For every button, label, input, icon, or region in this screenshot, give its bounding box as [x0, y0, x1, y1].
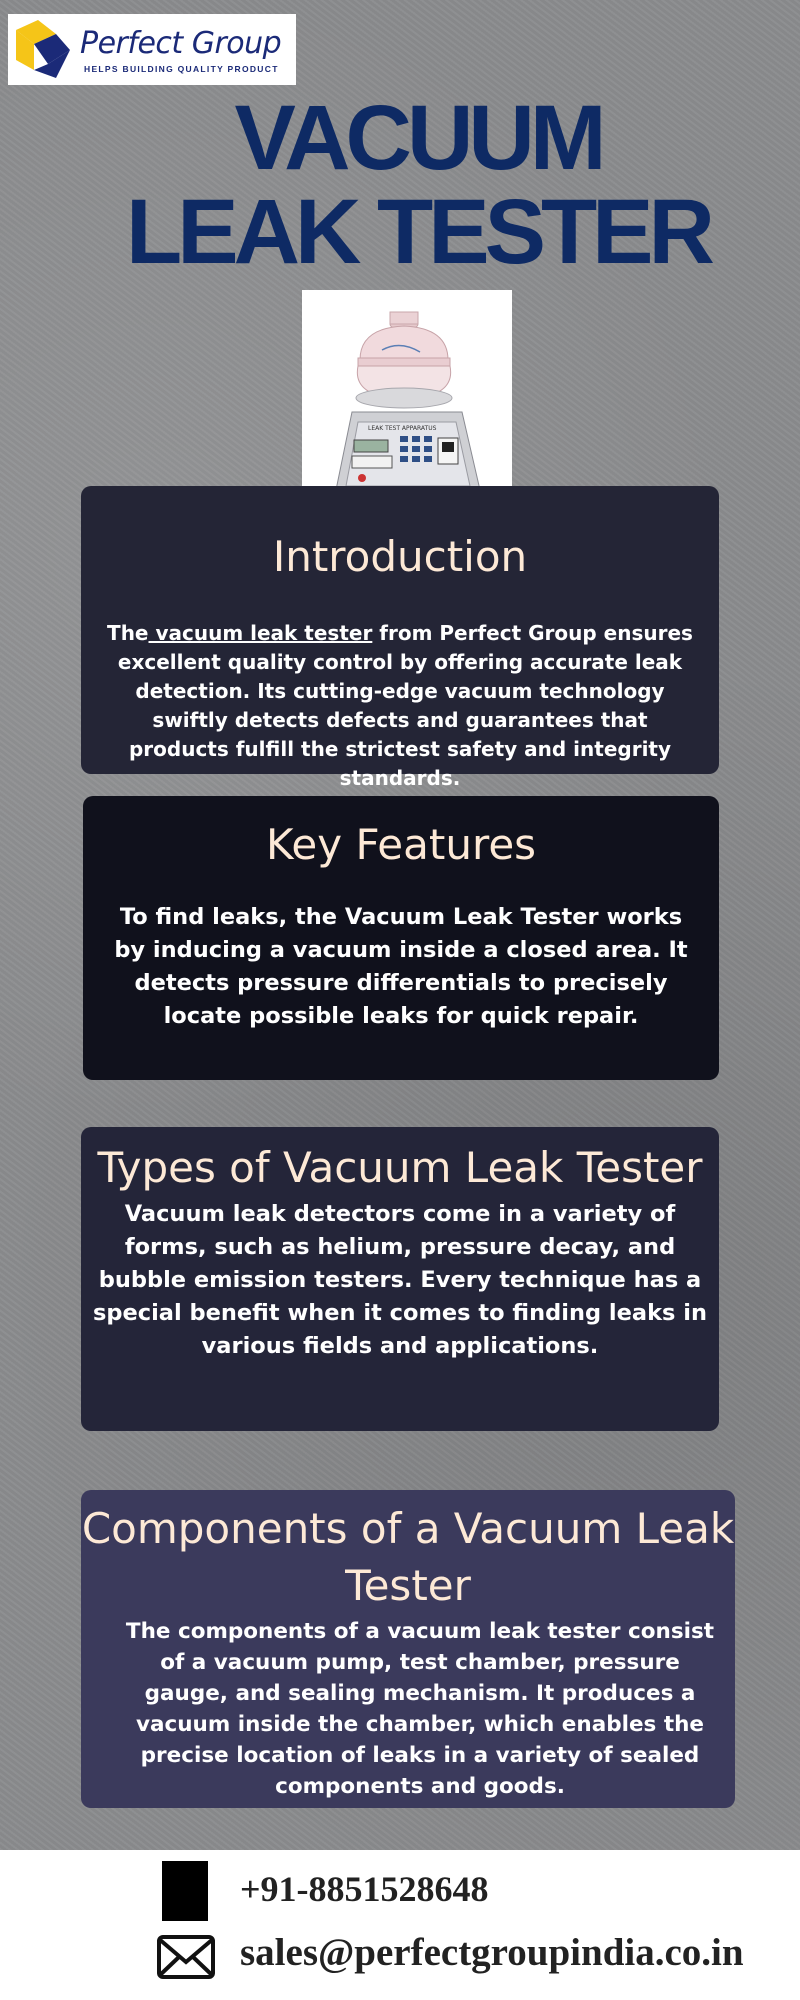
components-text: The components of a vacuum leak tester consist of a vacuum pump, test chamber, pressure gauge, and sealing mechanism. It produces a vacuum inside the chamber, which enables the precise location of leaks in a variety of sealed components and goods.	[125, 1619, 715, 1799]
contact-footer	[0, 1850, 800, 2000]
logo-name: Perfect Group	[80, 26, 282, 61]
types-card	[81, 1127, 719, 1431]
components-heading: Components of a Vacuum Leak Tester	[81, 1504, 735, 1610]
product-image	[302, 290, 512, 502]
introduction-text	[81, 619, 719, 793]
panel-label: LEAK TEST APPARATUS	[368, 425, 437, 432]
components-card	[81, 1490, 735, 1808]
types-text: Vacuum leak detectors come in a variety of forms, such as helium, pressure decay, and bubble emission testers. Every technique has a special benefit when it comes to finding leaks in various fields and applications.	[93, 1201, 707, 1359]
vacuum-leak-tester-photo	[302, 290, 512, 502]
logo-mark-icon	[14, 20, 72, 80]
key-features-text: To find leaks, the Vacuum Leak Tester works by inducing a vacuum inside a closed area. It detects pressure differentials to precisely locate possible leaks for quick repair.	[114, 904, 688, 1029]
key-features-card	[83, 796, 719, 1080]
introduction-card	[81, 486, 719, 790]
introduction-heading: Introduction	[272, 532, 528, 581]
logo-tagline: HELPS BUILDING QUALITY PRODUCT	[84, 64, 279, 74]
key-features-heading: Key Features	[265, 820, 537, 869]
page-title-line-2: LEAK TESTER	[126, 181, 710, 283]
types-heading: Types of Vacuum Leak Tester	[97, 1143, 703, 1192]
introduction-text-start: The	[107, 621, 149, 645]
phone-icon	[162, 1861, 208, 1921]
page-title-line-1: VACUUM	[234, 87, 602, 189]
vacuum-leak-tester-link[interactable]: vacuum leak tester	[148, 621, 373, 645]
mail-icon	[156, 1934, 216, 1980]
phone-number[interactable]: +91-8851528648	[240, 1869, 489, 1909]
logo[interactable]	[8, 14, 296, 85]
email-address[interactable]: sales@perfectgroupindia.co.in	[240, 1931, 744, 1974]
introduction-text-end: from Perfect Group ensures excellent quality control by offering accurate leak detection. Its cutting-edge vacuum technology swiftly detects defects and guarantees that products fulfill the strictest safety and integrity standards.	[117, 621, 693, 790]
